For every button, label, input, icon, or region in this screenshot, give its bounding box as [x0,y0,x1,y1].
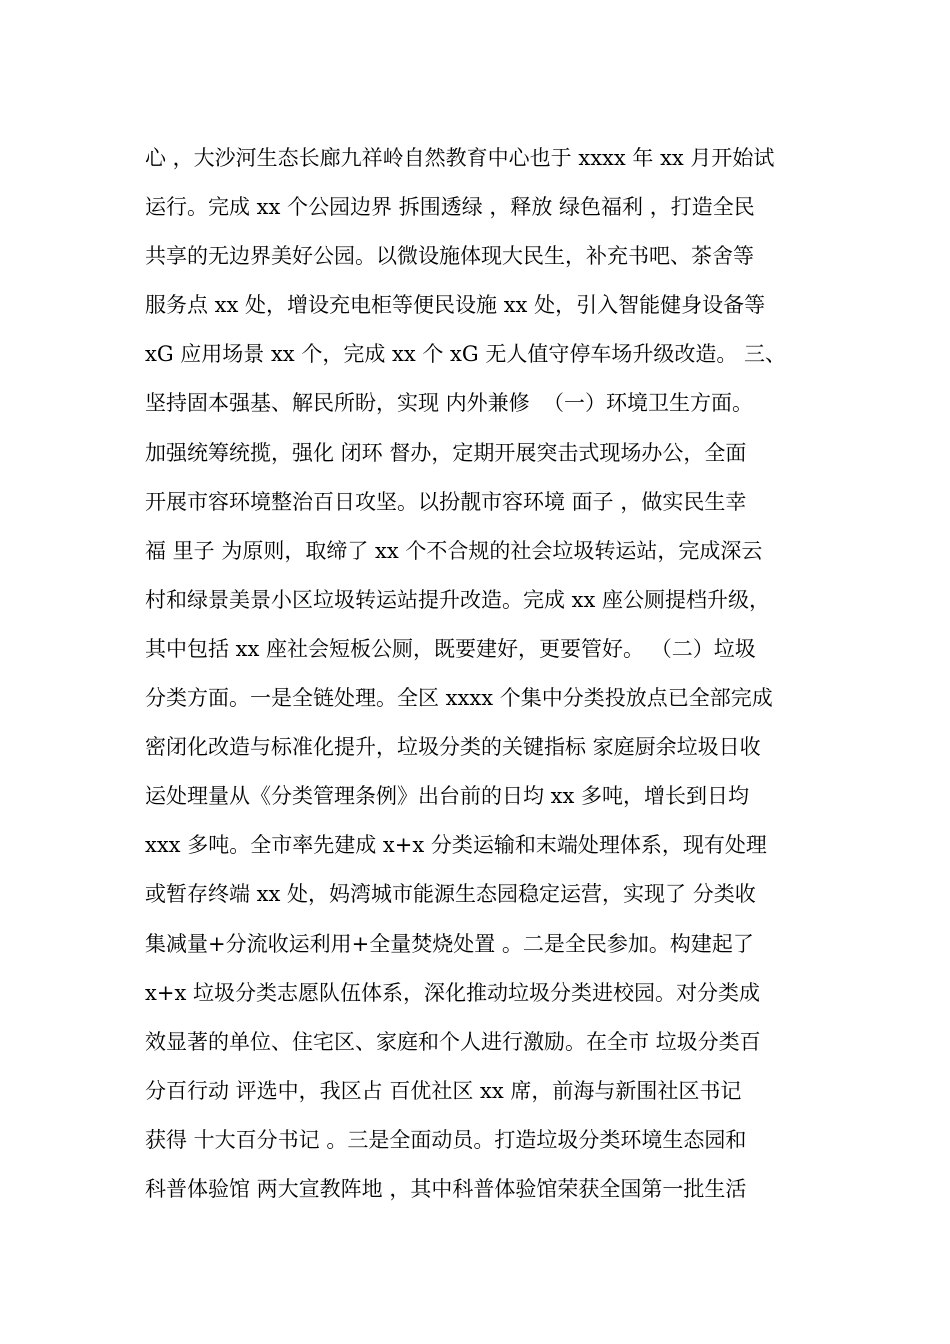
text-line: 心 ，大沙河生态长廊九祥岭自然教育中心也于 xxxx 年 xx 月开始试 [145,146,775,170]
text-line: 获得 十大百分书记 。三是全面动员。打造垃圾分类环境生态园和 [145,1127,747,1152]
text-line: 共享的无边界美好公园。以微设施体现大民生，补充书吧、茶舍等 [145,244,754,269]
text-line: 效显著的单位、住宅区、家庭和个人进行激励。在全市 垃圾分类百 [145,1029,761,1054]
text-line: 开展市容环境整治百日攻坚。以扮靓市容环境 面子 ，做实民生幸 [145,489,747,514]
text-line: 运行。完成 xx 个公园边界 拆围透绿 ，释放 绿色福利 ，打造全民 [145,195,755,220]
text-line: 密闭化改造与标准化提升，垃圾分类的关键指标 家庭厨余垃圾日收 [145,735,761,760]
text-line: 集减量+分流收运利用+全量焚烧处置 。二是全民参加。构建起了 [145,931,754,956]
text-line: xG 应用场景 xx 个，完成 xx 个 xG 无人值守停车场升级改造。 三、 [145,342,787,367]
text-line: 村和绿景美景小区垃圾转运站提升改造。完成 xx 座公厕提档升级， [145,587,771,612]
text-line: xxx 多吨。全市率先建成 x+x 分类运输和末端处理体系，现有处理 [145,833,767,858]
text-line: 分百行动 评选中，我区占 百优社区 xx 席，前海与新围社区书记 [145,1078,742,1103]
text-line: 其中包括 xx 座社会短板公厕，既要建好，更要管好。 （二）垃圾 [145,636,756,661]
text-line: 加强统筹统揽，强化 闭环 督办，定期开展突击式现场办公，全面 [145,440,747,465]
text-line: 或暂存终端 xx 处，妈湾城市能源生态园稳定运营，实现了 分类收 [145,882,756,907]
body-text [145,134,815,1214]
text-line: x+x 垃圾分类志愿队伍体系，深化推动垃圾分类进校园。对分类成 [145,980,760,1005]
text-line: 分类方面。一是全链处理。全区 xxxx 个集中分类投放点已全部完成 [145,686,773,711]
text-line: 服务点 xx 处，增设充电柜等便民设施 xx 处，引入智能健身设备等 [145,293,766,318]
text-line: 运处理量从《分类管理条例》出台前的日均 xx 多吨，增长到日均 [145,784,750,809]
text-line: 坚持固本强基、解民所盼，实现 内外兼修 （一）环境卫生方面。 [145,391,754,416]
text-line: 福 里子 为原则，取缔了 xx 个不合规的社会垃圾转运站，完成深云 [145,538,763,563]
text-line: 科普体验馆 两大宣教阵地 ，其中科普体验馆荣获全国第一批生活 [145,1176,747,1201]
